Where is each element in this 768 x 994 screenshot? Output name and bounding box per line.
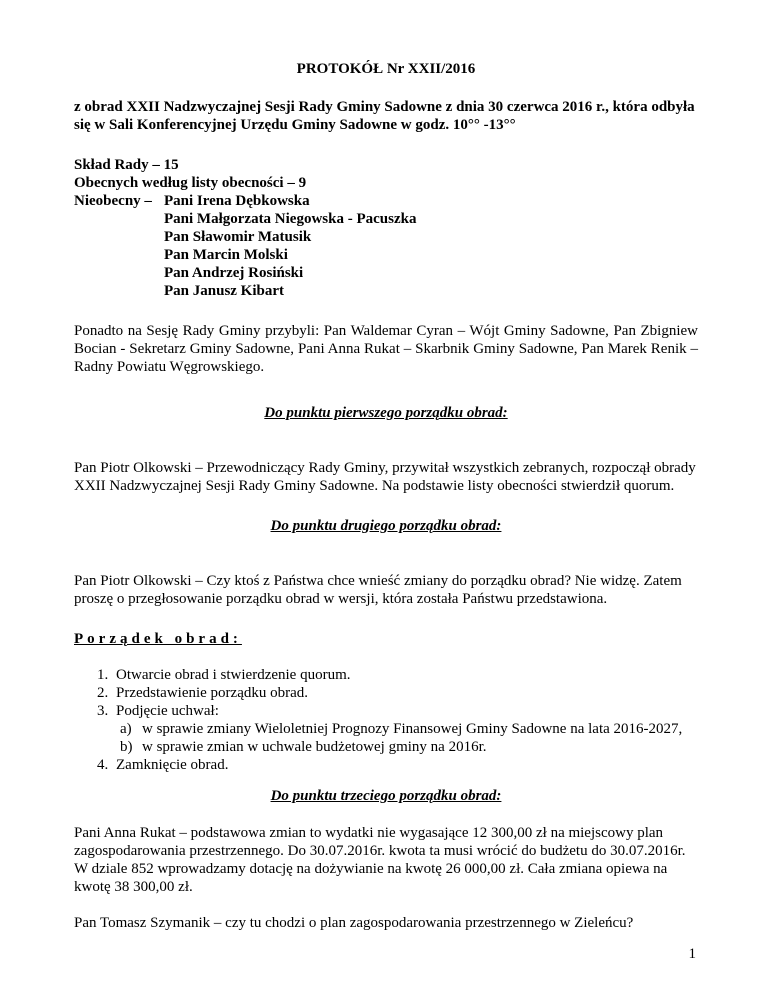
council-total: Skład Rady – 15 xyxy=(74,157,179,173)
absent-member: Pan Marcin Molski xyxy=(164,247,288,263)
absent-member: Pani Małgorzata Niegowska - Pacuszka xyxy=(164,211,417,227)
section2-heading: Do punktu drugiego porządku obrad: xyxy=(270,518,502,534)
subitem-text: w sprawie zmian w uchwale budżetowej gminy na 2016r. xyxy=(142,739,487,755)
agenda-item-text: Przedstawienie porządku obrad. xyxy=(116,685,309,701)
agenda-sublist xyxy=(116,720,698,756)
agenda-item-text: Otwarcie obrad i stwierdzenie quorum. xyxy=(116,667,351,683)
section1-heading: Do punktu pierwszego porządku obrad: xyxy=(264,405,508,421)
absent-label: Nieobecny – xyxy=(74,193,152,209)
agenda-heading: Porządek obrad: xyxy=(74,631,242,647)
agenda-item xyxy=(112,666,698,684)
agenda-subitem xyxy=(116,738,698,756)
section3-text1: Pani Anna Rukat – podstawowa zmian to wydatki nie wygasające 12 300,00 zł na miejscowy plan zagospodarowania przestrzennego. Do 30.07.2016r. kwota ta musi wrócić do budżetu do 30.07.2016r. W dziale 852 wprowadzamy dotację na dożywianie na kwotę 26 000,00 zł. Cała zmiana opiewa na kwotę 38 300,00 zł. xyxy=(74,825,686,895)
subitem-marker: a) xyxy=(120,721,132,737)
absent-member: Pan Sławomir Matusik xyxy=(164,229,312,245)
absent-list xyxy=(164,192,416,300)
agenda-item xyxy=(112,756,698,774)
absent-member: Pan Andrzej Rosiński xyxy=(164,265,304,281)
page-number: 1 xyxy=(688,946,696,962)
section1-text: Pan Piotr Olkowski – Przewodniczący Rady Gminy, przywitał wszystkich zebranych, rozpoczął obrady XXII Nadzwyczajnej Sesji Rady Gminy Sadowne. Na podstawie listy obecności stwierdził quorum. xyxy=(74,460,696,494)
section3-text2: Pan Tomasz Szymanik – czy tu chodzi o plan zagospodarowania przestrzennego w Zieleńcu? xyxy=(74,915,634,931)
council-composition xyxy=(74,156,698,300)
absent-block xyxy=(74,192,698,300)
document-subtitle: z obrad XXII Nadzwyczajnej Sesji Rady Gminy Sadowne z dnia 30 czerwca 2016 r., która odbyła się w Sali Konferencyjnej Urzędu Gminy Sadowne w godz. 10°° -13°° xyxy=(74,99,695,133)
absent-member: Pani Irena Dębkowska xyxy=(164,193,310,209)
agenda-list xyxy=(74,666,698,774)
document-page xyxy=(74,60,698,932)
attendees-paragraph: Ponadto na Sesję Rady Gminy przybyli: Pan Waldemar Cyran – Wójt Gminy Sadowne, Pan Zbigniew Bocian - Sekretarz Gminy Sadowne, Pani Anna Rukat – Skarbnik Gminy Sadowne, Pan Marek Renik – Radny Powiatu Węgrowskiego. xyxy=(74,323,698,375)
absent-member: Pan Janusz Kibart xyxy=(164,283,285,299)
agenda-item-text: Podjęcie uchwał: xyxy=(116,703,219,719)
council-present: Obecnych według listy obecności – 9 xyxy=(74,175,307,191)
agenda-item xyxy=(112,684,698,702)
subitem-text: w sprawie zmiany Wieloletniej Prognozy Finansowej Gminy Sadowne na lata 2016-2027, xyxy=(142,721,683,737)
section3-heading: Do punktu trzeciego porządku obrad: xyxy=(270,788,502,804)
agenda-subitem xyxy=(116,720,698,738)
subitem-marker: b) xyxy=(120,739,133,755)
agenda-item xyxy=(112,702,698,756)
document-title: PROTOKÓŁ Nr XXII/2016 xyxy=(296,61,476,77)
agenda-item-text: Zamknięcie obrad. xyxy=(116,757,229,773)
section2-text: Pan Piotr Olkowski – Czy ktoś z Państwa chce wnieść zmiany do porządku obrad? Nie widzę. Zatem proszę o przegłosowanie porządku obrad w wersji, która została Państwu przedstawiona. xyxy=(74,573,682,607)
